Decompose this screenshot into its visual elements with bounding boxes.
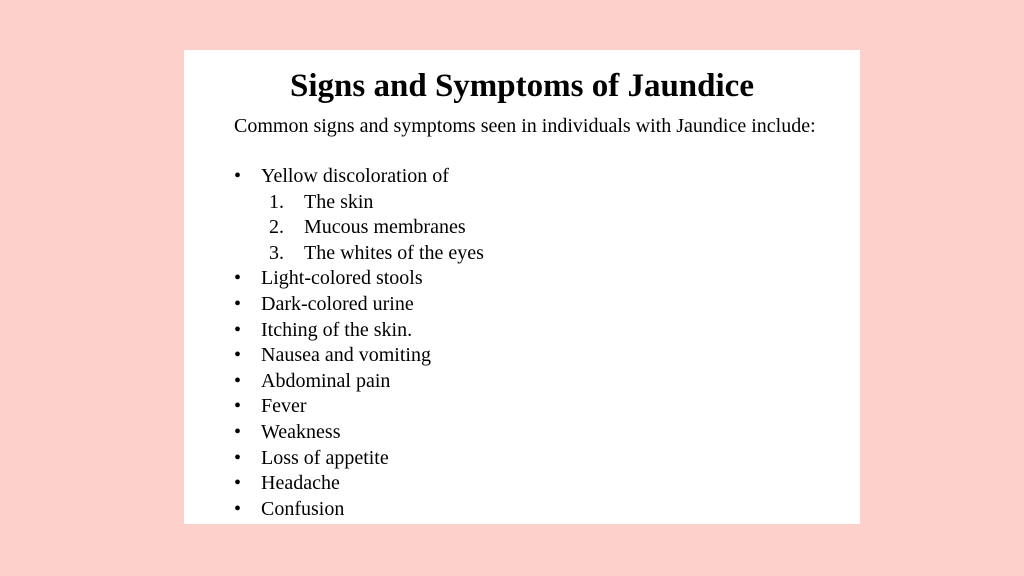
list-item-text: Headache xyxy=(261,472,340,495)
sublist-item-text: The whites of the eyes xyxy=(304,241,484,264)
symptom-list xyxy=(234,164,834,522)
list-item-text: Light-colored stools xyxy=(261,267,423,290)
list-item-text: Weakness xyxy=(261,420,341,443)
bullet-icon: • xyxy=(234,369,242,392)
bullet-icon: • xyxy=(234,267,242,290)
sublist-number: 3. xyxy=(269,241,284,264)
bullet-icon: • xyxy=(234,165,242,187)
sublist-container xyxy=(234,190,834,267)
list-item xyxy=(234,420,834,446)
bullet-icon: • xyxy=(234,446,242,469)
list-item-text: Confusion xyxy=(261,497,345,520)
list-item-text: Nausea and vomiting xyxy=(261,344,431,367)
sublist-item-text: The skin xyxy=(304,190,374,213)
list-item-text: Yellow discoloration of xyxy=(261,165,449,187)
list-item xyxy=(234,266,834,292)
discoloration-sublist xyxy=(234,190,834,267)
list-item-text: Itching of the skin. xyxy=(261,318,413,341)
list-item-text: Dark-colored urine xyxy=(261,292,414,315)
bullet-icon: • xyxy=(234,497,242,520)
list-item xyxy=(234,369,834,395)
list-item-text: Loss of appetite xyxy=(261,446,389,469)
bullet-icon: • xyxy=(234,344,242,367)
bullet-icon: • xyxy=(234,472,242,495)
bullet-icon: • xyxy=(234,292,242,315)
list-item xyxy=(234,446,834,472)
bullet-icon: • xyxy=(234,395,242,418)
sublist-item xyxy=(234,241,834,267)
list-item xyxy=(234,497,834,523)
list-item xyxy=(234,394,834,420)
list-item xyxy=(234,164,834,190)
sublist-item xyxy=(234,190,834,216)
list-item-text: Fever xyxy=(261,395,307,418)
sublist-number: 1. xyxy=(269,190,284,213)
intro-text: Common signs and symptoms seen in individuals with Jaundice include: xyxy=(234,115,816,137)
bullet-icon: • xyxy=(234,318,242,341)
list-item xyxy=(234,318,834,344)
list-item-text: Abdominal pain xyxy=(261,369,391,392)
bullet-icon: • xyxy=(234,420,242,443)
sublist-item-text: Mucous membranes xyxy=(304,216,466,239)
sublist-item xyxy=(234,215,834,241)
slide xyxy=(184,50,860,524)
sublist-number: 2. xyxy=(269,216,284,239)
list-item xyxy=(234,471,834,497)
list-item xyxy=(234,292,834,318)
list-item xyxy=(234,343,834,369)
slide-title: Signs and Symptoms of Jaundice xyxy=(290,68,754,104)
